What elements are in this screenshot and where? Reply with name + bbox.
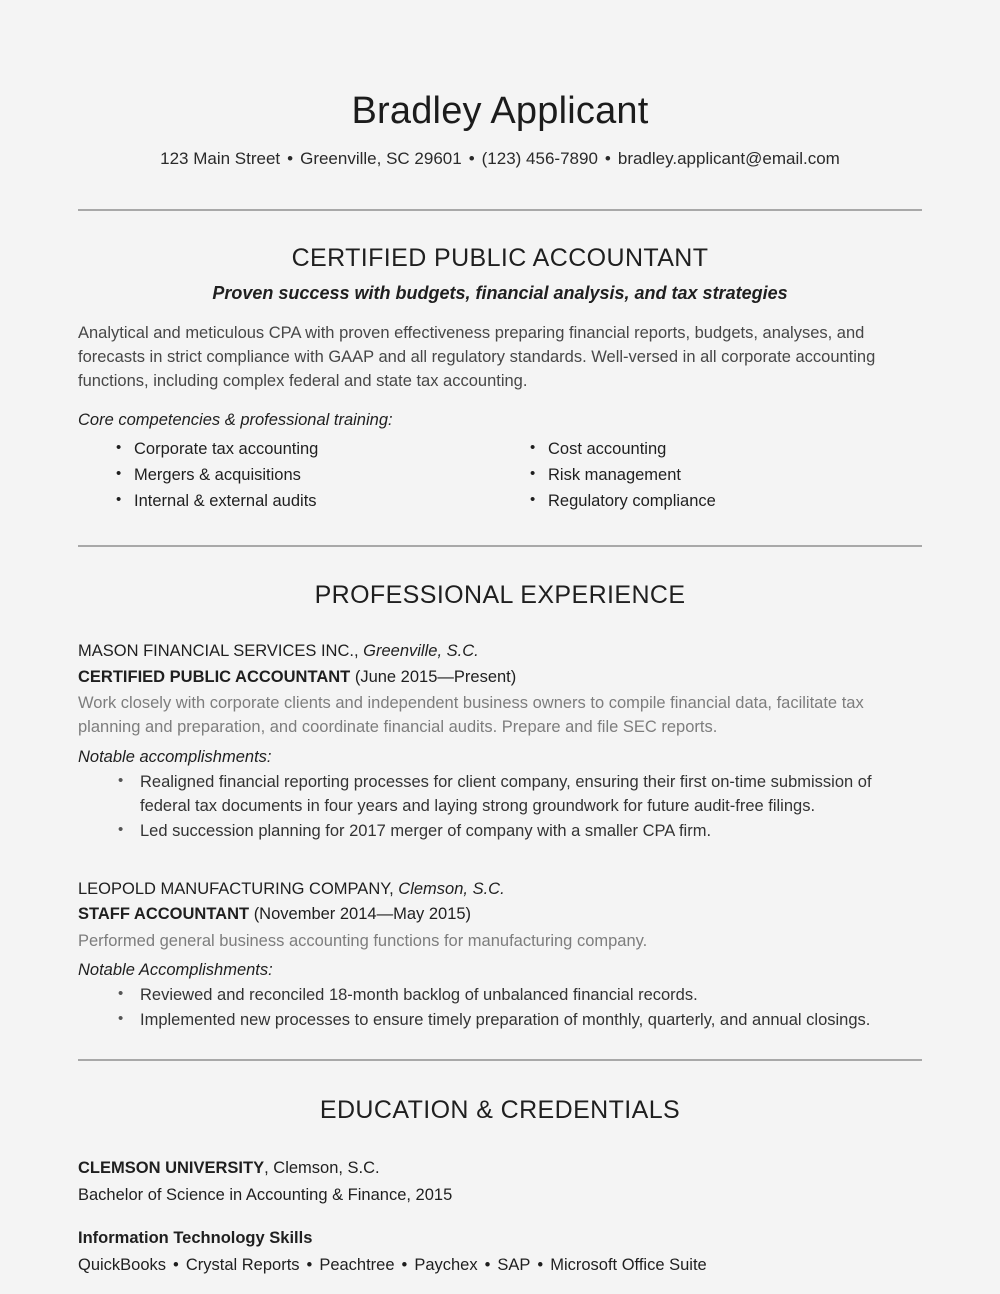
skill-separator-icon: • [537,1255,544,1274]
competencies-list-left [116,438,500,514]
skill-item: SAP [497,1255,531,1274]
job-company-name: MASON FINANCIAL SERVICES INC., [78,642,359,661]
core-competencies-columns [78,438,922,516]
job-dates: (June 2015—Present) [354,667,517,686]
job-company-name: LEOPOLD MANUFACTURING COMPANY, [78,879,394,898]
summary-tagline: Proven success with budgets, financial analysis, and tax strategies [212,282,788,303]
contact-line [78,148,922,170]
contact-address: 123 Main Street [160,148,281,168]
list-item: • Mergers & acquisitions [116,464,500,488]
job-accomplishments-list [78,984,922,1033]
job-accomplishments-label: Notable accomplishments: [78,748,272,767]
resume-content [78,0,922,1278]
job-accomplishments-list [78,771,922,844]
experience-entry [78,878,922,1033]
skill-separator-icon: • [401,1255,408,1274]
competencies-column-right [500,438,922,516]
competencies-list-right [530,438,922,514]
summary-paragraph: Analytical and meticulous CPA with proven effectiveness preparing financial reports, budgets, analyses, and forecasts in strict compliance with GAAP and all regulatory standards. Well-versed in all corporate accounting functions, including complex federal and state tax accounting. [78,324,876,391]
list-item: • Internal & external audits [116,490,500,514]
job-title-line [78,666,922,690]
contact-separator-icon: • [468,148,475,168]
list-item: • Risk management [530,464,922,488]
contact-email: bradley.applicant@email.com [617,148,840,168]
job-description: Performed general business accounting functions for manufacturing company. [78,931,648,950]
skill-separator-icon: • [306,1255,313,1274]
skill-separator-icon: • [484,1255,491,1274]
list-item: • Realigned financial reporting processes for client company, ensuring their first on-time submission of federal tax documents in four years and laying strong groundwork for future audit-free filings. [118,771,922,819]
skill-item: Microsoft Office Suite [550,1255,707,1274]
job-dates: (November 2014—May 2015) [253,904,472,923]
contact-phone: (123) 456-7890 [481,148,598,168]
job-title: CERTIFIED PUBLIC ACCOUNTANT [78,667,351,686]
applicant-name: Bradley Applicant [351,90,649,132]
skill-separator-icon: • [173,1255,179,1274]
section-heading-experience: PROFESSIONAL EXPERIENCE [314,581,686,610]
job-location: Clemson, S.C. [398,879,505,898]
section-heading-education: EDUCATION & CREDENTIALS [319,1095,681,1124]
contact-separator-icon: • [604,148,611,168]
list-item: • Led succession planning for 2017 merger of company with a smaller CPA firm. [118,820,922,844]
education-school-location: , Clemson, S.C. [264,1158,380,1177]
job-company-line [78,640,922,663]
education-degree: Bachelor of Science in Accounting & Finance, 2015 [78,1185,453,1204]
job-title: STAFF ACCOUNTANT [78,904,250,923]
list-item: • Reviewed and reconciled 18-month backlog of unbalanced financial records. [118,984,922,1008]
skill-item: Peachtree [319,1255,395,1274]
skill-item: Crystal Reports [185,1255,300,1274]
skill-item: Paychex [414,1255,478,1274]
job-location: Greenville, S.C. [363,642,479,661]
core-competencies-label: Core competencies & professional training: [78,411,393,430]
section-heading-summary: CERTIFIED PUBLIC ACCOUNTANT [291,243,709,272]
education-school-line [78,1157,922,1181]
job-title-line [78,903,922,927]
list-item: • Regulatory compliance [530,490,922,514]
list-item: • Cost accounting [530,438,922,462]
experience-entry [78,640,922,843]
competencies-column-left [78,438,500,516]
job-company-line [78,878,922,901]
contact-separator-icon: • [287,148,294,168]
job-description: Work closely with corporate clients and independent business owners to compile financial data, facilitate tax planning and preparation, and coordinate financial audits. Prepare and file SEC reports. [78,694,864,737]
contact-city-state-zip: Greenville, SC 29601 [300,148,462,168]
list-item: • Corporate tax accounting [116,438,500,462]
list-item: • Implemented new processes to ensure timely preparation of monthly, quarterly, and annual closings. [118,1009,922,1033]
education-entry [78,1157,922,1278]
skill-item: QuickBooks [78,1255,167,1274]
job-accomplishments-label: Notable Accomplishments: [78,961,273,980]
skills-list [78,1254,922,1278]
education-school-name: CLEMSON UNIVERSITY [78,1158,265,1177]
skills-heading: Information Technology Skills [78,1228,313,1247]
